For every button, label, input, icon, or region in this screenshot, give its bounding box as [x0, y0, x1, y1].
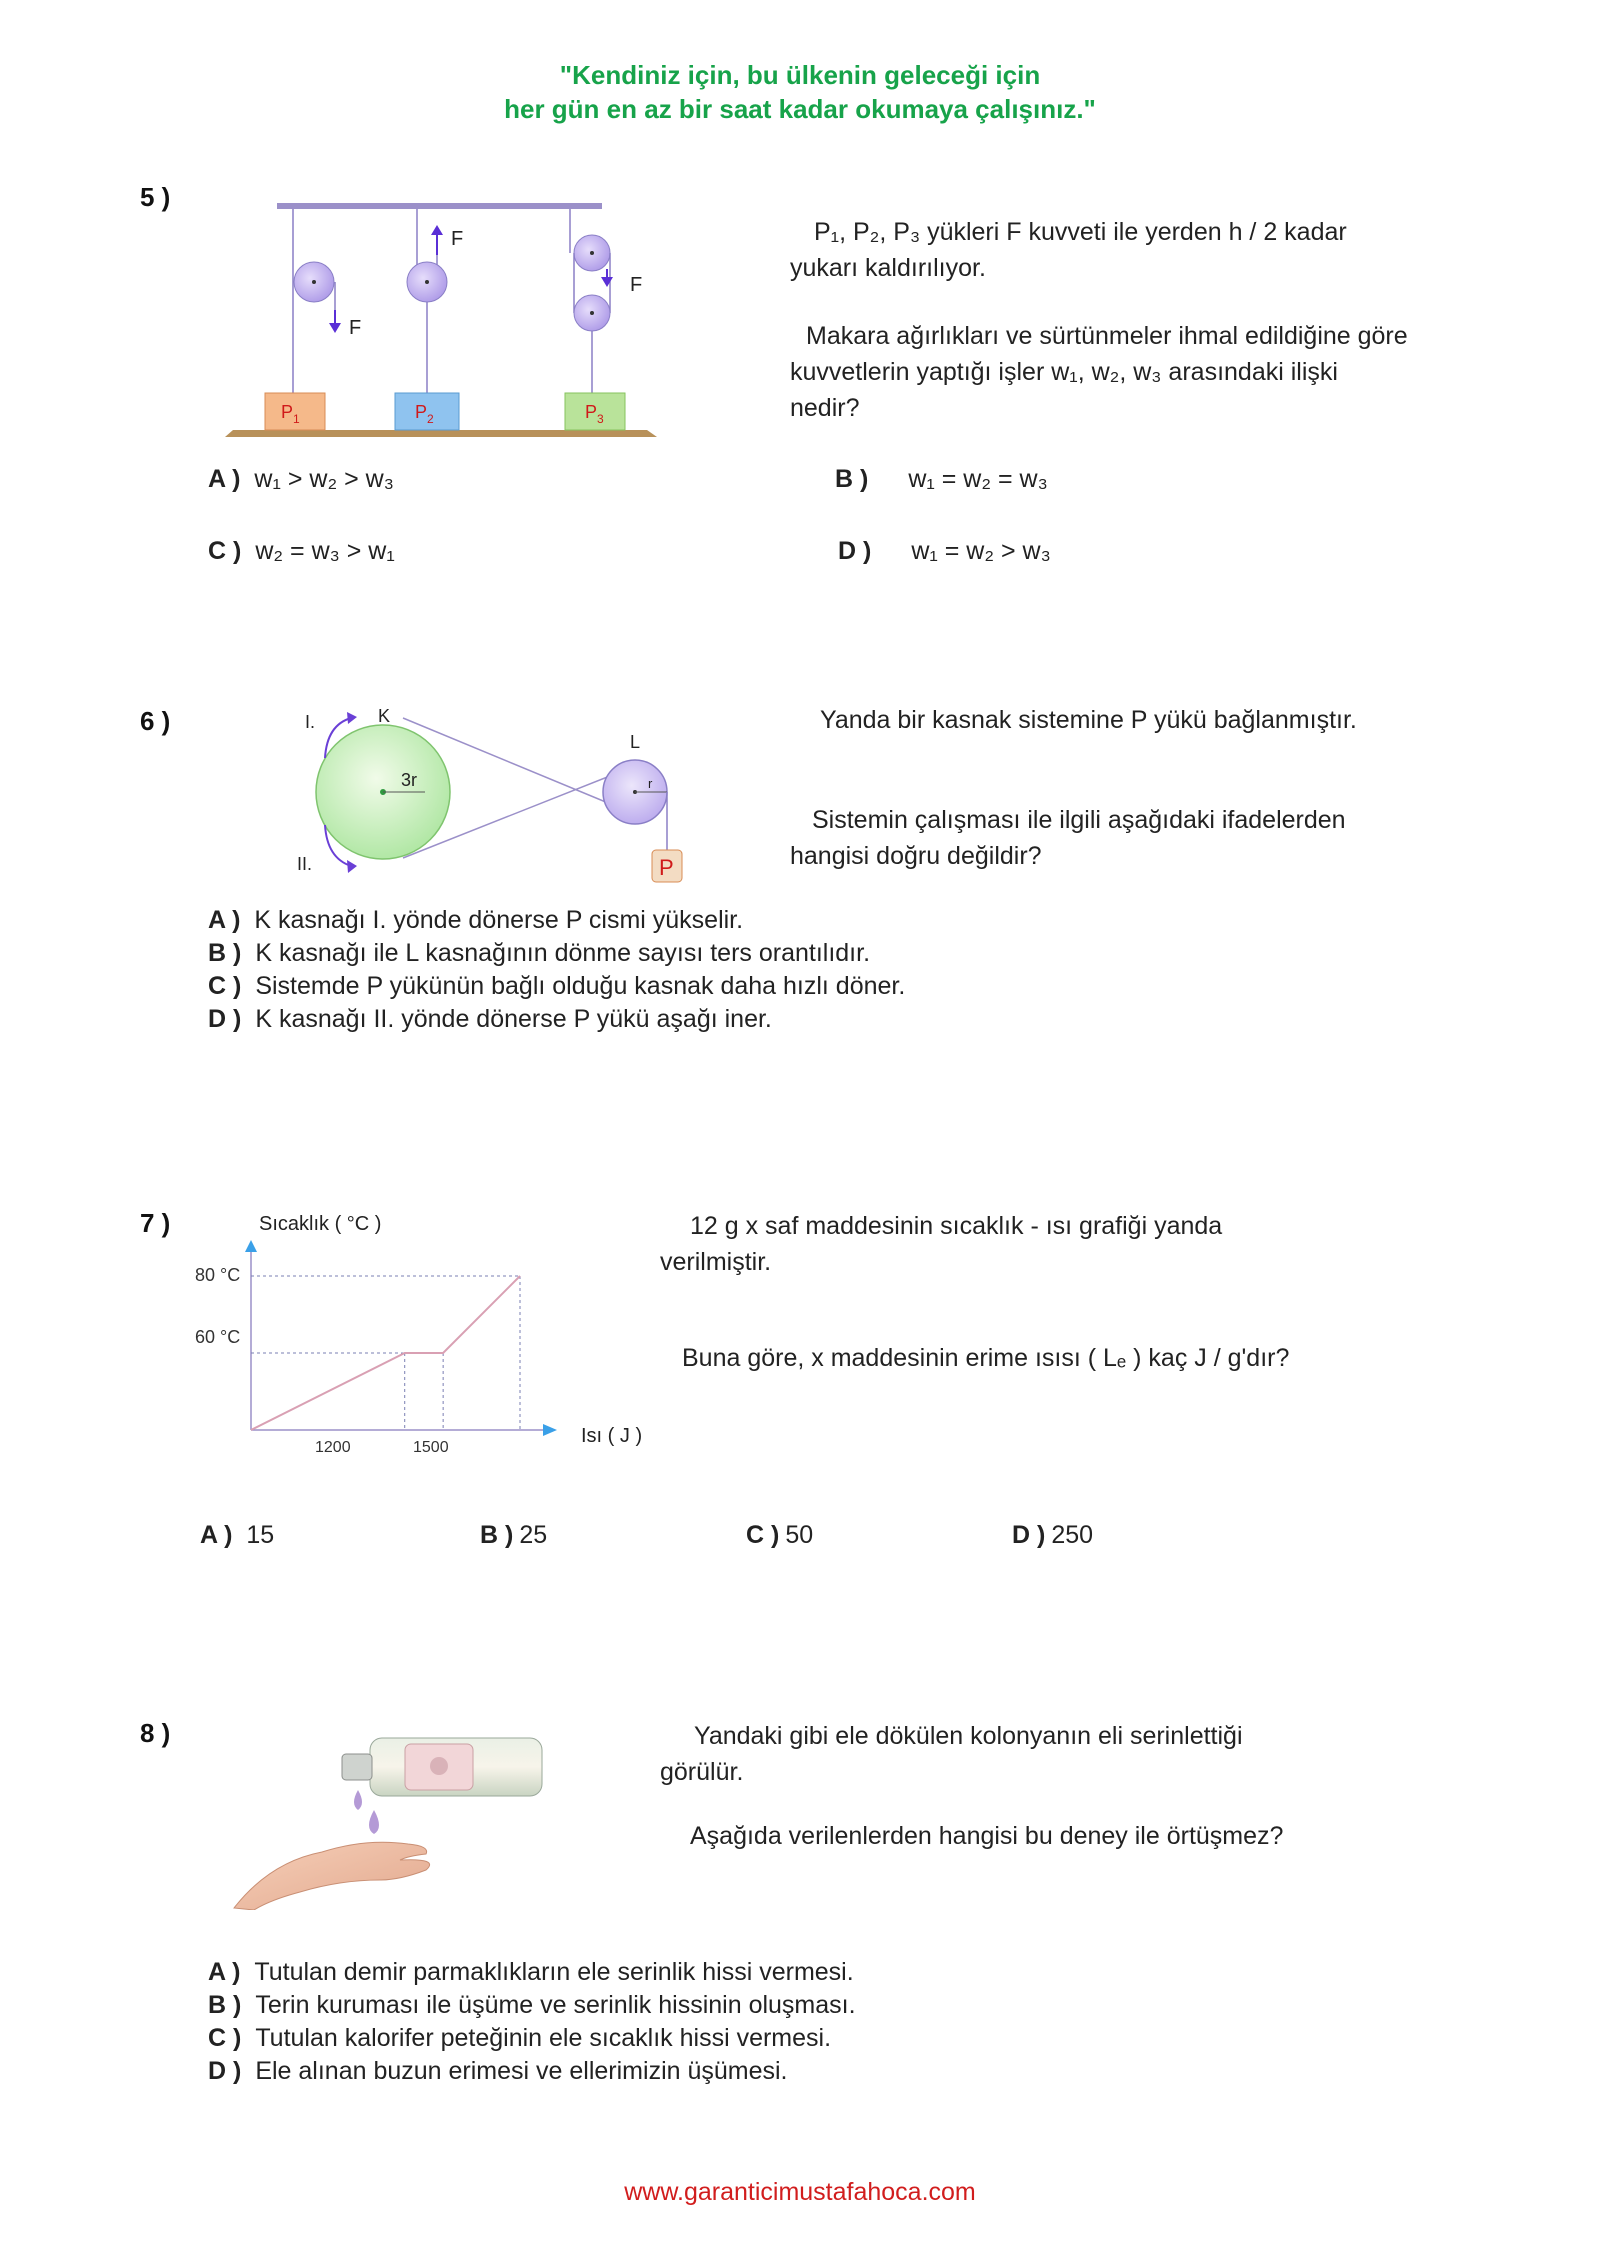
label-l: L: [630, 732, 641, 752]
force-arrow-2: [431, 225, 443, 235]
question-6-number: 6 ): [140, 706, 171, 736]
x-tick-1200: 1200: [315, 1439, 351, 1456]
header-quote-line2: her gün en az bir saat kadar okumaya çalışınız.": [504, 94, 1096, 124]
q6-option-b[interactable]: B ) K kasnağı ile L kasnağının dönme sayısı ters orantılıdır.: [208, 939, 871, 967]
x-axis-arrow: [543, 1424, 557, 1436]
chart-guides: [251, 1276, 520, 1430]
q8-option-a[interactable]: A ) Tutulan demir parmaklıkların ele serinlik hissi vermesi.: [208, 1958, 854, 1986]
drop-1: [354, 1790, 362, 1810]
pulley-figure: [225, 185, 665, 445]
q5-option-a[interactable]: A ) w₁ > w₂ > w₃: [208, 465, 394, 493]
q6-option-d[interactable]: D ) K kasnağı II. yönde dönerse P yükü aşağı iner.: [208, 1005, 772, 1033]
q8-option-d[interactable]: D ) Ele alınan buzun erimesi ve ellerimizin üşümesi.: [208, 2057, 788, 2085]
q8-option-b[interactable]: B ) Terin kuruması ile üşüme ve serinlik hissinin oluşması.: [208, 1991, 856, 2019]
svg-text:P: P: [659, 855, 674, 880]
q7-option-c[interactable]: C ) 50: [746, 1521, 814, 1549]
chart-ylabel: Sıcaklık ( °C ): [259, 1213, 382, 1235]
hand: [234, 1842, 430, 1910]
y-tick-80: 80 °C: [195, 1265, 241, 1285]
q5-option-b[interactable]: B ) w₁ = w₂ = w₃: [835, 465, 1048, 493]
temperature-heat-chart: [185, 1200, 665, 1470]
q8-paragraph-2: Aşağıda verilenlerden hangisi bu deney ile örtüşmez?: [690, 1822, 1284, 1850]
force-arrow-1: [329, 323, 341, 333]
chart-xlabel: Isı ( J ): [581, 1425, 643, 1447]
q8-paragraph-1: Yandaki gibi ele dökülen kolonyanın eli serinlettiği görülür.: [660, 1722, 1243, 1786]
label-f3: F: [630, 274, 643, 296]
x-tick-1500: 1500: [413, 1439, 449, 1456]
force-arrow-3: [601, 277, 613, 287]
cologne-hand-figure: [230, 1730, 550, 1910]
svg-text:P2: $P_2$: [415, 402, 434, 426]
header-quote-line1: "Kendiniz için, bu ülkenin geleceği için: [559, 60, 1041, 90]
q6-paragraph-1: Yanda bir kasnak sistemine P yükü bağlanmıştır.: [820, 706, 1357, 734]
q7-option-d[interactable]: D ) 250: [1012, 1521, 1094, 1549]
svg-text:P1: $P_1$: [281, 402, 300, 426]
label-r: r: [648, 776, 653, 791]
q5-paragraph-1: P₁, P₂, P₃ yükleri F kuvveti ile yerden h / 2 kadar yukarı kaldırılıyor.: [790, 218, 1347, 282]
q5-option-d[interactable]: D ) w₁ = w₂ > w₃: [838, 537, 1051, 565]
label-f2: F: [451, 228, 464, 250]
label-k: K: [378, 706, 391, 726]
q7-paragraph-2: Buna göre, x maddesinin erime ısısı ( Lₑ ) kaç J / g'dır?: [682, 1344, 1290, 1372]
ceiling-bar: [277, 203, 602, 209]
floor: [225, 430, 657, 437]
footer-url[interactable]: www.garanticimustafahoca.com: [624, 2178, 976, 2206]
drop-2: [369, 1810, 379, 1834]
label-dir2: II.: [297, 854, 313, 874]
y-axis-arrow: [245, 1240, 257, 1252]
question-8-number: 8 ): [140, 1718, 171, 1748]
q6-paragraph-2: Sistemin çalışması ile ilgili aşağıdaki ifadelerden hangisi doğru değildir?: [790, 806, 1346, 870]
q6-option-a[interactable]: A ) K kasnağı I. yönde dönerse P cismi yükselir.: [208, 906, 744, 934]
question-5-number: 5 ): [140, 182, 171, 212]
question-7-number: 7 ): [140, 1208, 171, 1238]
q8-option-c[interactable]: C ) Tutulan kalorifer peteğinin ele sıcaklık hissi vermesi.: [208, 2024, 832, 2052]
label-3r: 3r: [401, 770, 418, 790]
svg-text:P3: $P_3$: [585, 402, 604, 426]
belt-pulley-figure: [285, 700, 705, 900]
y-tick-60: 60 °C: [195, 1327, 241, 1347]
label-f1: F: [349, 317, 362, 339]
q5-option-c[interactable]: C ) w₂ = w₃ > w₁: [208, 537, 395, 565]
q7-option-b[interactable]: B ) 25: [480, 1521, 548, 1549]
label-dir1: I.: [305, 712, 316, 732]
q7-paragraph-1: 12 g x saf maddesinin sıcaklık - ısı grafiği yanda verilmiştir.: [660, 1212, 1223, 1276]
q6-option-c[interactable]: C ) Sistemde P yükünün bağlı olduğu kasnak daha hızlı döner.: [208, 972, 906, 1000]
q5-paragraph-2: Makara ağırlıkları ve sürtünmeler ihmal edildiğine göre kuvvetlerin yaptığı işler w₁, w₂, w₃ arasındaki ilişki nedir?: [790, 322, 1408, 422]
q7-option-a[interactable]: A ) 15: [200, 1521, 275, 1549]
